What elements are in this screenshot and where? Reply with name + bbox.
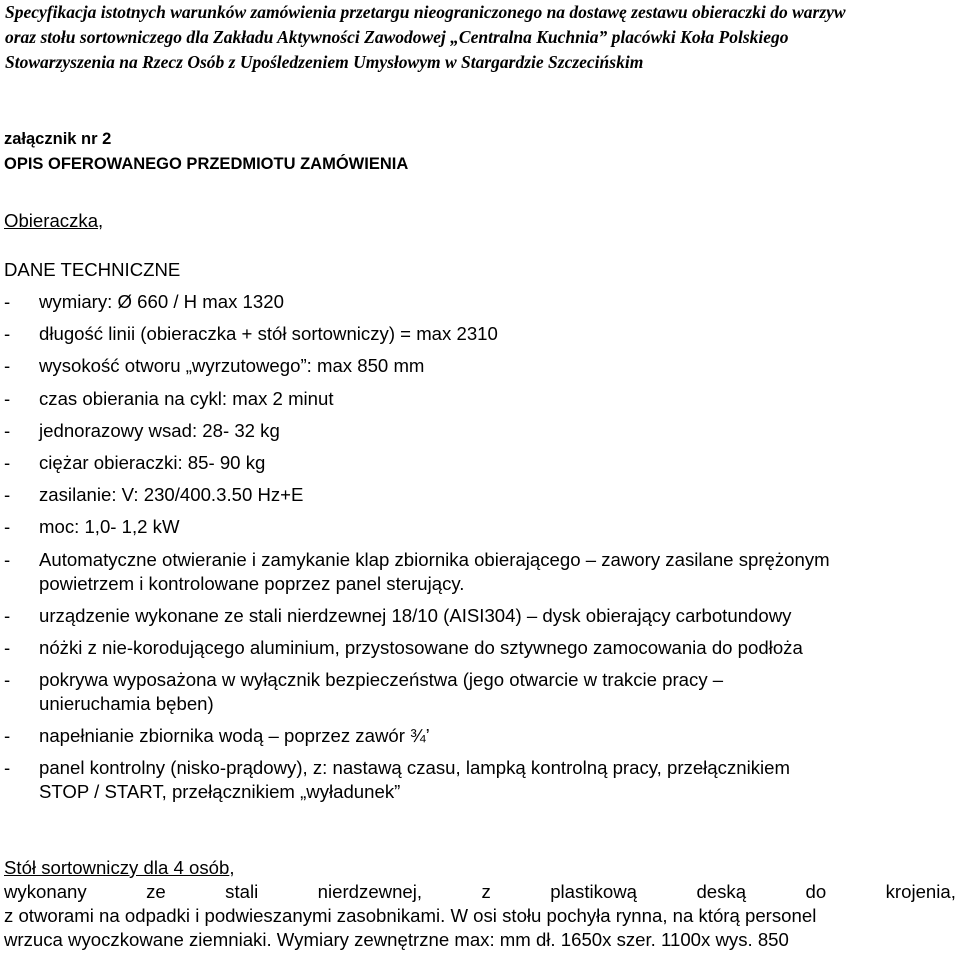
spec-item-text bbox=[39, 483, 958, 507]
spec-item-line: powietrzem i kontrolowane poprzez panel sterujący. bbox=[39, 572, 465, 594]
stol-line-1-word: stali bbox=[225, 881, 259, 902]
bullet-dash: - bbox=[4, 757, 11, 779]
spec-list-item bbox=[4, 322, 958, 346]
stol-line-1-word: deską bbox=[696, 881, 747, 902]
spec-item-line: Automatyczne otwieranie i zamykanie klap zbiornika obierającego – zawory zasilane sprężonym bbox=[39, 548, 830, 570]
bullet-dash: - bbox=[4, 355, 11, 377]
section-title-obieraczka-suffix: , bbox=[98, 210, 104, 231]
spec-item-text bbox=[39, 668, 958, 716]
spec-item-text bbox=[39, 604, 958, 628]
spec-list-item bbox=[4, 756, 958, 804]
spec-item-line: urządzenie wykonane ze stali nierdzewnej 18/10 (AISI304) – dysk obierający carbotundowy bbox=[39, 604, 792, 626]
spec-item-text bbox=[39, 387, 958, 411]
spec-list-item bbox=[4, 668, 958, 716]
spec-list-item bbox=[4, 290, 958, 314]
header-line-2: oraz stołu sortowniczego dla Zakładu Aktywności Zawodowej „Centralna Kuchnia” placówki Koła Polskiego bbox=[5, 27, 789, 47]
spec-list-item bbox=[4, 419, 958, 443]
bullet-dash: - bbox=[4, 291, 11, 312]
bullet-dash: - bbox=[4, 636, 11, 658]
bullet-dash: - bbox=[4, 604, 11, 626]
spec-item-line: czas obierania na cykl: max 2 minut bbox=[39, 387, 334, 409]
spec-item-text bbox=[39, 290, 958, 314]
stol-line-1-word: nierdzewnej, bbox=[317, 881, 423, 902]
spec-item-line: wysokość otworu „wyrzutowego”: max 850 mm bbox=[39, 355, 425, 377]
stol-line-1-word: plastikową bbox=[550, 881, 638, 902]
section-title-obieraczka bbox=[4, 209, 103, 233]
bullet-dash: - bbox=[4, 725, 11, 747]
spec-item-line: długość linii (obieraczka + stół sortowniczy) = max 2310 bbox=[39, 323, 498, 345]
spec-item-line: wymiary: Ø 660 / H max 1320 bbox=[39, 291, 284, 312]
stol-line-1-word: z bbox=[481, 881, 491, 902]
spec-item-line: panel kontrolny (nisko-prądowy), z: nastawą czasu, lampką kontrolną pracy, przełącznikiem bbox=[39, 757, 790, 779]
spec-item-line: ciężar obieraczki: 85- 90 kg bbox=[39, 451, 266, 473]
spec-list-item bbox=[4, 387, 958, 411]
spec-item-text bbox=[39, 322, 958, 346]
section-stol-sortowniczy bbox=[4, 856, 956, 952]
spec-item-text bbox=[39, 451, 958, 475]
header-line-3: Stowarzyszenia na Rzecz Osób z Upośledzeniem Umysłowym w Stargardzie Szczecińskim bbox=[5, 52, 644, 72]
annex-title: OPIS OFEROWANEGO PRZEDMIOTU ZAMÓWIENIA bbox=[4, 155, 409, 173]
spec-item-line: pokrywa wyposażona w wyłącznik bezpieczeństwa (jego otwarcie w trakcie pracy – bbox=[39, 669, 724, 691]
spec-item-line: STOP / START, przełącznikiem „wyładunek” bbox=[39, 781, 401, 803]
stol-line-1-word: ze bbox=[146, 881, 166, 902]
spec-list-item bbox=[4, 354, 958, 378]
bullet-dash: - bbox=[4, 323, 11, 345]
section-title-stol-text: Stół sortowniczy dla 4 osób bbox=[4, 857, 230, 878]
spec-item-text bbox=[39, 515, 958, 539]
spec-item-line: moc: 1,0- 1,2 kW bbox=[39, 516, 180, 538]
bullet-dash: - bbox=[4, 669, 11, 691]
bullet-dash: - bbox=[4, 387, 11, 409]
spec-list-item bbox=[4, 483, 958, 507]
technical-data-heading: DANE TECHNICZNE bbox=[4, 259, 181, 280]
stol-line-1-word: wykonany bbox=[4, 881, 87, 902]
spec-list-item bbox=[4, 724, 958, 748]
spec-list-item bbox=[4, 548, 958, 596]
spec-item-line: jednorazowy wsad: 28- 32 kg bbox=[39, 419, 280, 441]
spec-list-item bbox=[4, 515, 958, 539]
bullet-dash: - bbox=[4, 516, 11, 538]
annex-heading bbox=[4, 127, 408, 177]
bullet-dash: - bbox=[4, 419, 11, 441]
spec-item-text bbox=[39, 756, 958, 804]
spec-item-text bbox=[39, 724, 958, 748]
section-title-stol-suffix: , bbox=[229, 857, 235, 878]
spec-item-text bbox=[39, 548, 958, 596]
section-title-stol bbox=[4, 856, 956, 880]
spec-item-text bbox=[39, 419, 958, 443]
spec-item-line: unieruchamia bęben) bbox=[39, 693, 214, 715]
spec-list-item bbox=[4, 604, 958, 628]
stol-description-line-3: wrzuca wyoczkowane ziemniaki. Wymiary zewnętrzne max: mm dł. 1650x szer. 1100x wys. 850 bbox=[4, 929, 789, 950]
spec-item-text bbox=[39, 636, 958, 660]
spec-item-line: nóżki z nie-korodującego aluminium, przystosowane do sztywnego zamocowania do podłoża bbox=[39, 636, 803, 658]
stol-line-1-word: do bbox=[805, 881, 827, 902]
header-line-1: Specyfikacja istotnych warunków zamówienia przetargu nieograniczonego na dostawę zestawu obieraczki do warzyw bbox=[5, 2, 846, 22]
stol-description-line-2: z otworami na odpadki i podwieszanymi zasobnikami. W osi stołu pochyła rynna, na którą personel bbox=[4, 905, 817, 926]
bullet-dash: - bbox=[4, 548, 11, 570]
bullet-dash: - bbox=[4, 451, 11, 473]
bullet-dash: - bbox=[4, 484, 11, 506]
technical-spec-list bbox=[4, 290, 958, 813]
spec-item-line: zasilanie: V: 230/400.3.50 Hz+E bbox=[39, 484, 304, 506]
annex-number: załącznik nr 2 bbox=[4, 130, 112, 148]
stol-line-1-word: krojenia, bbox=[885, 881, 956, 902]
stol-description-line-1 bbox=[4, 880, 956, 904]
section-title-obieraczka-text: Obieraczka bbox=[4, 210, 99, 231]
spec-item-line: napełnianie zbiornika wodą – poprzez zawór ¾’ bbox=[39, 725, 430, 747]
specification-header bbox=[5, 0, 957, 75]
spec-list-item bbox=[4, 451, 958, 475]
spec-item-text bbox=[39, 354, 958, 378]
spec-list-item bbox=[4, 636, 958, 660]
